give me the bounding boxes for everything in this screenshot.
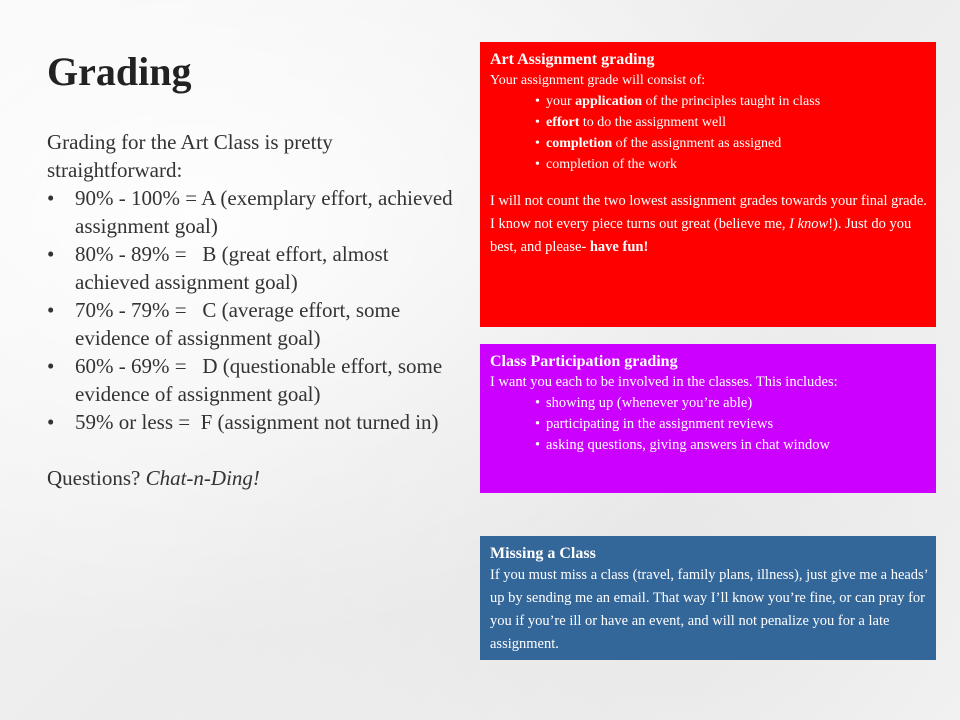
- grading-scale-text: [47, 128, 467, 492]
- art-box-heading: Art Assignment grading: [490, 51, 655, 68]
- grade-list: [47, 184, 467, 436]
- grade-item-d: • 60% - 69% = D (questionable effort, some evidence of assignment goal): [47, 354, 448, 406]
- art-box-item: • your application of the principles taught in class: [535, 94, 821, 109]
- participation-box-list: [490, 393, 928, 456]
- bullet-icon: •: [47, 186, 55, 210]
- questions-line: Questions? Chat-n-Ding!: [47, 466, 260, 490]
- missing-class-box: [480, 536, 936, 660]
- participation-box-intro: I want you each to be involved in the classes. This includes:: [490, 374, 838, 390]
- bullet-icon: •: [47, 354, 55, 378]
- class-participation-box: [480, 344, 936, 493]
- grading-intro: Grading for the Art Class is pretty straightforward:: [47, 130, 333, 182]
- grade-item-a: • 90% - 100% = A (exemplary effort, achieved assignment goal): [47, 186, 453, 238]
- art-box-item: • completion of the work: [535, 157, 678, 172]
- art-box-item: • completion of the assignment as assigned: [535, 136, 782, 151]
- art-box-item: • effort to do the assignment well: [535, 115, 727, 130]
- participation-box-heading: Class Participation grading: [490, 353, 678, 370]
- participation-box-item: • participating in the assignment reviews: [535, 416, 774, 432]
- bullet-icon: •: [47, 298, 55, 322]
- missing-box-heading: Missing a Class: [490, 545, 596, 562]
- participation-box-item: • asking questions, giving answers in chat window: [535, 437, 830, 453]
- art-box-list: [490, 91, 928, 175]
- grade-item-c: • 70% - 79% = C (average effort, some evidence of assignment goal): [47, 298, 406, 350]
- participation-box-item: • showing up (whenever you’re able): [535, 395, 753, 411]
- bullet-icon: •: [47, 242, 55, 266]
- art-box-closing: I will not count the two lowest assignment grades towards your final grade. I know not every piece turns out great (believe me, I know!). Just do you best, and please- have fun!: [490, 193, 927, 255]
- grade-item-f: • 59% or less = F (assignment not turned in): [47, 410, 439, 434]
- bullet-icon: •: [47, 410, 55, 434]
- art-assignment-box: [480, 42, 936, 327]
- questions-emphasis: Chat-n-Ding!: [145, 466, 260, 490]
- art-box-intro: Your assignment grade will consist of:: [490, 73, 706, 88]
- page-title: Grading: [47, 49, 192, 94]
- missing-box-body: If you must miss a class (travel, family plans, illness), just give me a heads’ up by sending me an email. That way I’ll know you’re fine, or can pray for you if you’re ill or have an event, and will not penalize you for a late assignment.: [490, 567, 928, 652]
- grade-item-b: • 80% - 89% = B (great effort, almost achieved assignment goal): [47, 242, 394, 294]
